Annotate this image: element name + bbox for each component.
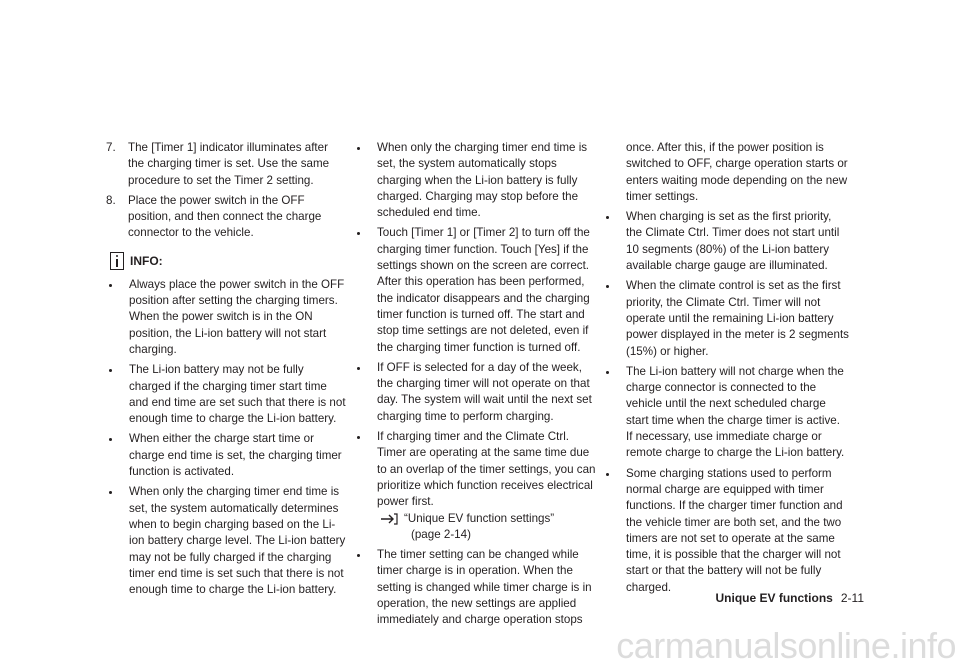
list-item: If charging timer and the Climate Ctrl. Timer are operating at the same time due to an overlap of the timer settings, you can prioritize which function receives electrical power first.	[354, 429, 598, 510]
step-number: 8.	[106, 193, 116, 207]
list-item: The Li-ion battery will not charge when the charge connector is connected to the vehicle until the next scheduled charge start time when the charge timer is active. If necessary, use immediate charge or remote charge to charge the Li-ion battery.	[603, 364, 849, 462]
section-title: Unique EV functions	[715, 591, 833, 605]
step-8	[106, 193, 346, 242]
step-text: Place the power switch in the OFF position, and then connect the charge connector to the vehicle.	[128, 193, 322, 240]
list-item: Some charging stations used to perform normal charge are equipped with timer functions. If the charger timer function and the vehicle timer are both set, and the two timers are not set to operate at the same time, it is possible that the charger will not start or that the battery will not be fully charged.	[603, 466, 849, 596]
info-label: INFO:	[130, 253, 163, 268]
list-item: When either the charge start time or charge end time is set, the charging timer function is activated.	[106, 431, 346, 480]
watermark: carmanualsonline.info	[616, 625, 956, 666]
list-item: If OFF is selected for a day of the week, the charging timer will not operate on that day. The system will wait until the next set charging time to perform charging.	[354, 360, 598, 425]
reference-page: (page 2-14)	[411, 527, 471, 541]
list-item-continuation: once. After this, if the power position is switched to OFF, charge operation starts or enters waiting mode depending on the new timer settings.	[626, 141, 848, 203]
list-item: When the climate control is set as the first priority, the Climate Ctrl. Timer will not operate until the remaining Li-ion battery power displayed in the meter is 2 segments (15%) or higher.	[603, 278, 849, 359]
step-7	[106, 140, 346, 189]
reference-arrow-icon	[380, 513, 398, 525]
list-item: The Li-ion battery may not be fully charged if the charging timer start time and end time are set such that there is not enough time to charge the Li-ion battery.	[106, 362, 346, 427]
step-number: 7.	[106, 141, 116, 154]
cross-reference[interactable]	[354, 511, 598, 544]
list-item: Always place the power switch in the OFF position after setting the charging timers. When the power switch is in the ON position, the Li-ion battery will not start charging.	[106, 277, 346, 358]
list-item: When charging is set as the first priority, the Climate Ctrl. Timer does not start until 10 segments (80%) of the Li-ion battery available charge gauge are illuminated.	[603, 209, 849, 274]
column-left	[106, 140, 346, 602]
list-item: When only the charging timer end time is set, the system automatically determines when to begin charging based on the Li-ion battery charge level. The Li-ion battery may not be fully charged if the charging timer end time is set such that there is not enough time to charge the Li-ion battery.	[106, 484, 346, 598]
info-heading	[110, 252, 346, 270]
column-right	[603, 140, 849, 600]
list-item: The timer setting can be changed while timer charge is in operation. When the setting is changed while timer charge is in operation, the new settings are applied immediately and charge operation stops	[354, 547, 598, 628]
list-item: When only the charging timer end time is set, the system automatically stops charging when the Li-ion battery is fully charged. Charging may stop before the scheduled end time.	[354, 140, 598, 221]
step-text: The [Timer 1] indicator illuminates after the charging timer is set. Use the same procedure to set the Timer 2 setting.	[128, 141, 330, 187]
page-number: 2-11	[840, 591, 864, 605]
column-middle	[354, 140, 598, 633]
list-item: Touch [Timer 1] or [Timer 2] to turn off the charging timer function. Touch [Yes] if the settings shown on the screen are correct. After this operation has been performed, the indicator disappears and the charging timer function is turned off. The start and stop time settings are not deleted, even if the charging timer function is turned off.	[354, 225, 598, 355]
page-footer	[650, 591, 864, 605]
reference-title: “Unique EV function settings”	[404, 511, 555, 525]
info-icon	[110, 252, 124, 270]
